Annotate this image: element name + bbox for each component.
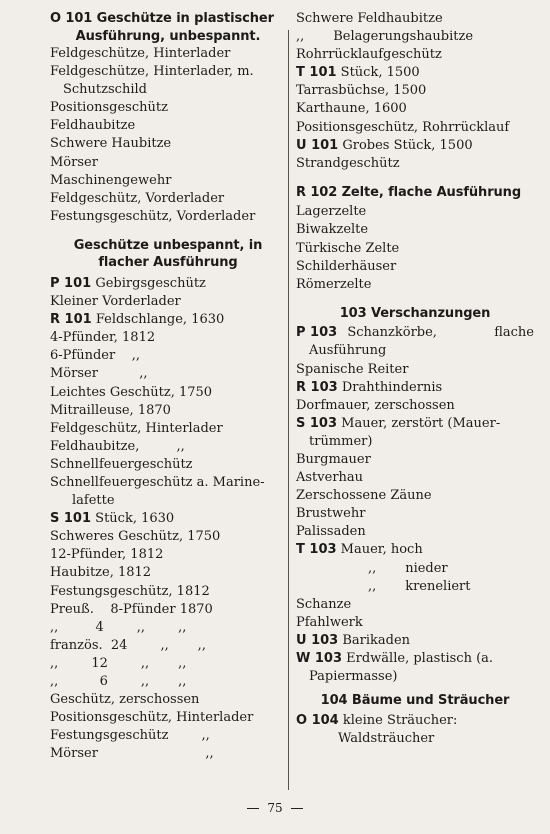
item-text: Erdwälle, plastisch (a. xyxy=(346,651,494,666)
section-heading-101-plastic xyxy=(50,10,286,45)
item-code: U 101 xyxy=(296,137,339,153)
column-divider xyxy=(288,30,289,790)
list-item: Leichtes Geschütz, 1750 xyxy=(50,384,213,400)
list-item: Positionsgeschütz, Rohrrücklauf xyxy=(296,119,510,135)
list-item: Mörser ,, xyxy=(50,746,214,762)
list-item: Schwere Feldhaubitze xyxy=(296,11,443,26)
item-text: Grobes Stück, 1500 xyxy=(342,137,473,153)
list-item: Schwere Haubitze xyxy=(50,136,172,152)
list-item: Schanze xyxy=(296,596,352,612)
list-item: Zerschossene Zäune xyxy=(296,488,432,504)
heading-line: flacher Ausführung xyxy=(98,255,238,271)
item-code: P 101 xyxy=(50,275,92,291)
item-text: Stück, 1500 xyxy=(340,65,420,81)
list-item: Türkische Zelte xyxy=(296,240,400,256)
list-item: ,, kreneliert xyxy=(368,578,471,594)
page-number xyxy=(0,801,550,815)
list-item: Feldgeschütz, Vorderlader xyxy=(50,190,225,206)
item-code: S 103 xyxy=(296,415,338,431)
list-item: Karthaune, 1600 xyxy=(296,101,407,117)
list-item: Schnellfeuergeschütz xyxy=(50,456,193,472)
item-text: Stück, 1630 xyxy=(95,511,175,527)
page-number-text: 75 xyxy=(267,801,283,815)
list-item: Mitrailleuse, 1870 xyxy=(50,402,171,418)
item-code: U 103 xyxy=(296,632,339,648)
list-item: Strandgeschütz xyxy=(296,155,400,171)
list-item: Tarrasbüchse, 1500 xyxy=(296,83,427,99)
list-item: Biwakzelte xyxy=(296,222,369,238)
list-item: Römerzelte xyxy=(296,276,372,292)
list-item xyxy=(296,415,534,433)
list-item: trümmer) xyxy=(309,433,373,449)
item-code: S 101 xyxy=(50,511,92,527)
list-item: Feldgeschütze, Hinterlader xyxy=(50,46,231,61)
section-heading-102: R 102 Zelte, flache Ausführung xyxy=(296,184,522,200)
list-item: Rohrrücklaufgeschütz xyxy=(296,47,442,63)
item-text: Feldschlange, 1630 xyxy=(95,312,225,328)
item-code: W 103 xyxy=(296,651,343,666)
list-item: Mörser xyxy=(50,154,98,170)
list-item: Kleiner Vorderlader xyxy=(50,294,181,310)
list-item: ,, nieder xyxy=(368,560,448,576)
list-item: Festungsgeschütz ,, xyxy=(50,728,210,744)
list-item: Mörser ,, xyxy=(50,366,148,382)
item-list-plastic xyxy=(50,45,286,226)
list-item: Schweres Geschütz, 1750 xyxy=(50,529,221,545)
section-heading-101-flat xyxy=(50,237,286,272)
list-item: Feldhaubitze xyxy=(50,118,136,134)
item-text: flache xyxy=(494,325,534,341)
heading-line: Ausführung, unbespannt. xyxy=(75,28,261,44)
list-item: Festungsgeschütz, 1812 xyxy=(50,583,210,599)
item-code: T 103 xyxy=(296,542,337,558)
list-item: Preuß. 8-Pfünder 1870 xyxy=(50,601,213,617)
right-column xyxy=(296,10,534,748)
list-item: Lagerzelte xyxy=(296,204,367,220)
item-text: Mauer, zerstört (Mauer- xyxy=(341,415,501,431)
list-item: ,, Belagerungshaubitze xyxy=(296,29,474,45)
list-item: 12-Pfünder, 1812 xyxy=(50,547,164,563)
list-item xyxy=(296,632,534,650)
item-code: R 103 xyxy=(296,379,338,395)
item-code: T 101 xyxy=(296,65,337,81)
section-heading-104: 104 Bäume und Sträucher xyxy=(320,693,510,709)
list-item: Burgmauer xyxy=(296,451,371,467)
list-item: Schilderhäuser xyxy=(296,258,397,274)
section-heading-103: 103 Verschanzungen xyxy=(339,305,491,321)
list-item: Positionsgeschütz xyxy=(50,100,168,116)
list-item xyxy=(296,379,534,397)
list-item: Brustwehr xyxy=(296,506,366,522)
list-item: Feldhaubitze, ,, xyxy=(50,438,185,454)
list-item: Maschinengewehr xyxy=(50,172,172,188)
list-item: Feldgeschütze, Hinterlader, m. xyxy=(50,64,254,80)
list-item: Ausführung xyxy=(309,343,387,359)
list-item: Waldsträucher xyxy=(338,730,435,746)
item-text: Mauer, hoch xyxy=(340,542,423,558)
list-item: Pfahlwerk xyxy=(296,614,363,630)
list-item: Haubitze, 1812 xyxy=(50,565,152,581)
item-text: kleine Sträucher: xyxy=(342,712,458,728)
dash xyxy=(291,808,303,809)
list-item: ,, 12 ,, ,, xyxy=(50,655,187,671)
item-text: Gebirgsgeschütz xyxy=(95,275,206,291)
list-item: Papiermasse) xyxy=(309,669,398,685)
heading-line: Geschütze unbespannt, in xyxy=(73,237,263,253)
list-item: Dorfmauer, zerschossen xyxy=(296,397,455,413)
list-item: Schnellfeuergeschütz a. Marine- xyxy=(50,474,265,490)
list-item: Festungsgeschütz, Vorderlader xyxy=(50,208,256,224)
list-item: ,, 4 ,, ,, xyxy=(50,619,187,635)
list-item: französ. 24 ,, ,, xyxy=(50,637,206,653)
list-item: ,, 6 ,, ,, xyxy=(50,674,187,689)
list-item xyxy=(296,324,534,342)
item-code: R 101 xyxy=(50,312,92,328)
heading-line: O 101 Geschütze in plastischer xyxy=(50,11,274,26)
list-item xyxy=(296,541,534,559)
list-item: Positionsgeschütz, Hinterlader xyxy=(50,710,254,726)
list-item: Palissaden xyxy=(296,524,366,540)
list-item: Astverhau xyxy=(296,470,364,486)
list-item xyxy=(50,510,286,528)
item-list-flat xyxy=(50,275,286,764)
list-item xyxy=(296,137,534,155)
list-item xyxy=(296,650,534,668)
list-item: Spanische Reiter xyxy=(296,361,409,377)
item-code: O 104 xyxy=(296,712,339,728)
dash xyxy=(247,808,259,809)
item-text: Drahthindernis xyxy=(341,379,443,395)
list-item xyxy=(50,275,286,293)
list-item xyxy=(50,311,286,329)
list-item: lafette xyxy=(72,493,115,509)
list-item xyxy=(296,712,534,730)
list-item: 6-Pfünder ,, xyxy=(50,348,140,364)
list-item: Geschütz, zerschossen xyxy=(50,692,200,708)
item-code: P 103 xyxy=(296,325,338,341)
list-item: Feldgeschütz, Hinterlader xyxy=(50,420,223,436)
item-text: Schanzkörbe, xyxy=(347,325,437,341)
list-item: Schutzschild xyxy=(63,82,147,98)
left-column xyxy=(50,10,286,763)
list-item xyxy=(296,64,534,82)
item-text: Barikaden xyxy=(342,632,411,648)
list-item: 4-Pfünder, 1812 xyxy=(50,330,156,346)
